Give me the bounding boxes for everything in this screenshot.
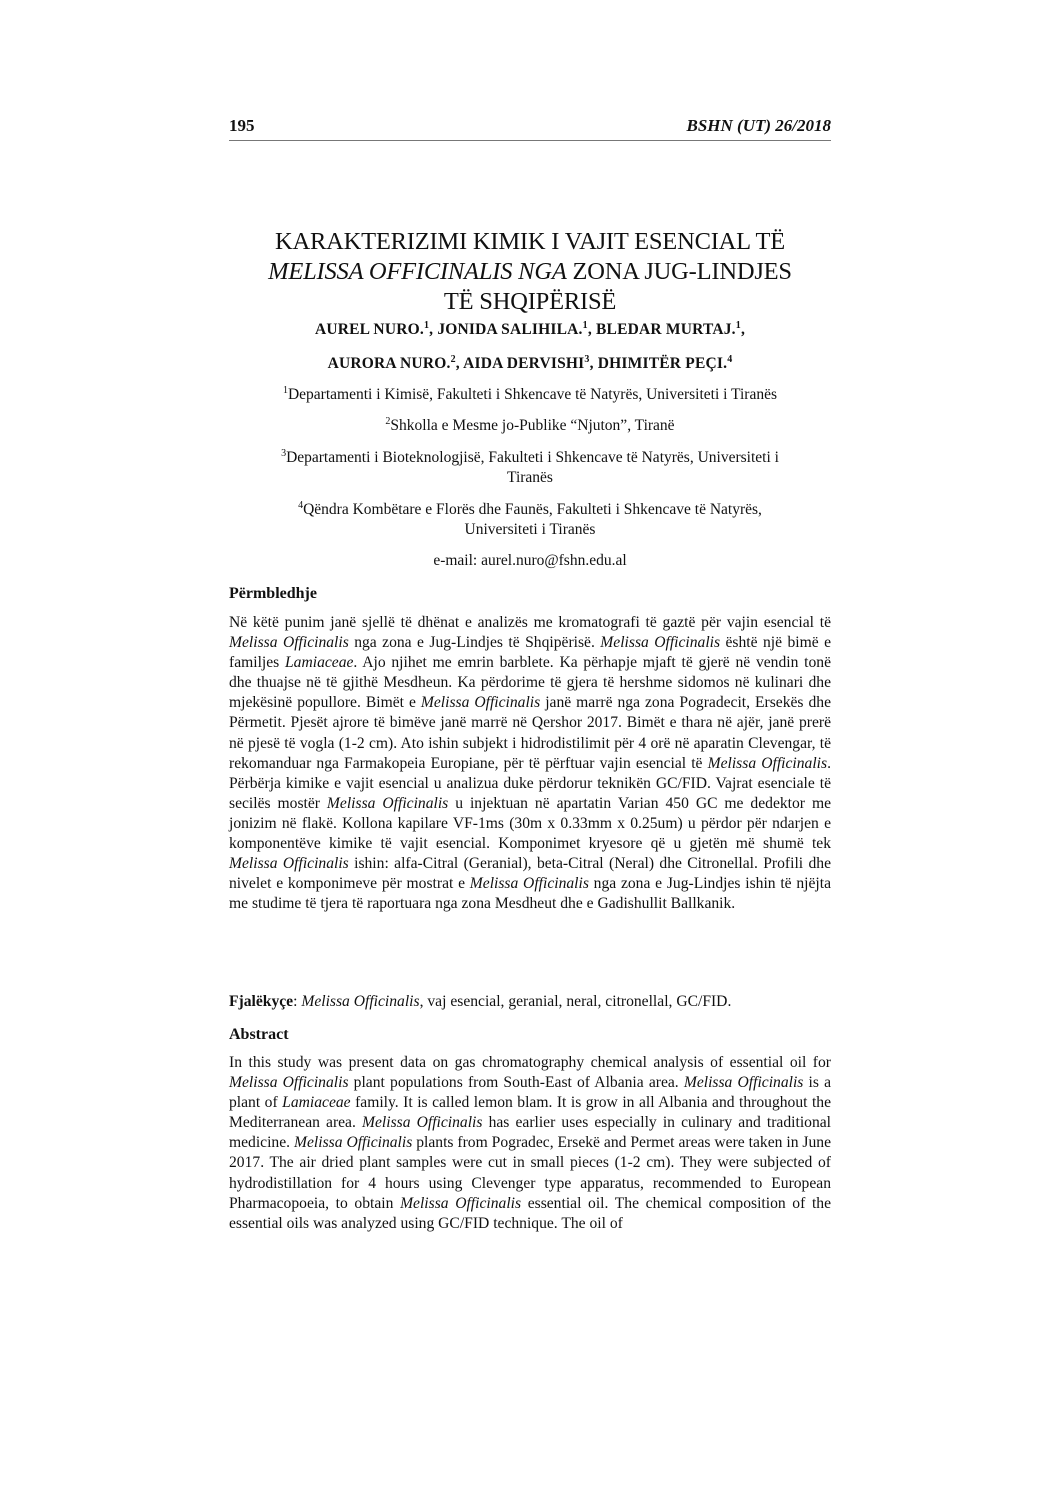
title-line-3: TË SHQIPËRISË: [443, 288, 617, 315]
abstract-text: [229, 1053, 831, 1234]
italic-term: Melissa Officinalis: [683, 1074, 804, 1092]
permbledhje-heading: Përmbledhje: [229, 585, 317, 602]
italic-term: Lamiaceae: [285, 654, 354, 672]
text-run: essential oil. The chemical composition of the essential oils was analyzed using GC/FID technique. The oil of: [229, 1194, 831, 1232]
text-run: plant populations from South-East of Albania area.: [348, 1074, 684, 1092]
keywords-label: Fjalëkyçe: [229, 993, 294, 1010]
affiliation-text: Tiranës: [507, 469, 553, 486]
italic-term: Lamiaceae: [282, 1094, 351, 1112]
text-run: . Ajo njihet me emrin barblete. Ka përhapje mjaft të gjerë në vendin tonë dhe thuajse në të gjithë Mesdheun. Ka përdorime të gjera të hershme sidomos në kulinari dhe mjekësinë popullore. Bimët e: [229, 654, 831, 712]
text-run: është një bimë e familjes: [229, 634, 831, 672]
author-email: e-mail: aurel.nuro@fshn.edu.al: [433, 552, 627, 569]
page-number: 195: [229, 116, 255, 135]
affiliation-mark: 4: [298, 499, 304, 511]
text-run: has earlier uses especially in culinary and traditional medicine.: [229, 1114, 831, 1152]
affiliation-text: Shkolla e Mesme jo-Publike “Njuton”, Tiranë: [390, 417, 675, 434]
author-line-2: [229, 354, 831, 374]
affiliation-mark: 3: [281, 447, 287, 459]
affiliation-3: [229, 448, 831, 488]
italic-term: Melissa Officinalis: [400, 1194, 522, 1212]
affiliation-text: Universiteti i Tiranës: [464, 521, 596, 538]
affiliation-4: [229, 500, 831, 540]
keywords-line: [229, 992, 831, 1012]
text-run: ishin: alfa-Citral (Geranial), beta-Citral (Neral) dhe Citronellal. Profili dhe nivelet e komponimeve për mostrat e: [229, 855, 831, 893]
author-separator: ,: [429, 321, 438, 338]
italic-term: Melissa Officinalis: [229, 634, 349, 652]
author-name: DHIMITËR PEÇI.: [597, 355, 728, 372]
text-run: nga zona e Jug-Lindjes të Shqipërisë.: [348, 634, 601, 652]
affiliation-mark: 1: [282, 384, 288, 396]
italic-term: Melissa Officinalis: [294, 1134, 413, 1152]
author-name: AUREL NURO.: [314, 321, 424, 338]
keywords-list: [293, 993, 731, 1010]
author-affiliation-mark: 1: [735, 319, 741, 331]
italic-term: Melissa Officinalis: [301, 993, 420, 1010]
author-affiliation-mark: 2: [450, 353, 456, 365]
author-affiliation-mark: 3: [584, 353, 590, 365]
author-separator: ,: [589, 355, 598, 372]
affiliation-1: [229, 385, 831, 405]
text-run: plants from Pogradec, Ersekë and Permet areas were taken in June 2017. The air dried plant samples were cut in small pieces (1-2 cm). They were subjected of hydrodistillation for 4 hours using Clevenger type apparatus, recommended to European Pharmacopoeia, to obtain: [229, 1134, 832, 1212]
text-run: , vaj esencial, geranial, neral, citronellal, GC/FID.: [419, 993, 732, 1010]
permbledhje-text: [229, 613, 831, 914]
title-line-1: KARAKTERIZIMI KIMIK I VAJIT ESENCIAL TË: [274, 228, 786, 255]
author-name: AIDA DERVISHI: [463, 355, 585, 372]
author-affiliation-mark: 1: [423, 319, 430, 331]
text-run: . Përbërja kimike e vajit esencial u analizua duke përdorur teknikën GC/FID. Vajrat esenciale të secilës mostër: [229, 754, 831, 812]
italic-term: Melissa Officinalis: [707, 754, 828, 772]
text-run: family. It is called lemon blam. It is grow in all Albania and throughout the Mediterranean area.: [229, 1094, 832, 1132]
author-name: JONIDA SALIHILA.: [437, 321, 583, 338]
author-name: BLEDAR MURTAJ.: [596, 321, 736, 338]
affiliation-mark: 2: [385, 415, 391, 427]
text-run: In this study was present data on gas chromatography chemical analysis of essential oil for: [229, 1054, 831, 1071]
abstract-heading: Abstract: [229, 1026, 289, 1043]
paper-title: [229, 227, 831, 317]
header-rule: [229, 140, 831, 141]
text-run: is a plant of: [229, 1074, 832, 1112]
affiliation-text: Departamenti i Bioteknologjisë, Fakulteti i Shkencave të Natyrës, Universiteti i: [286, 449, 779, 466]
italic-term: Melissa Officinalis: [362, 1114, 483, 1132]
journal-reference: BSHN (UT) 26/2018: [686, 116, 831, 135]
author-affiliation-mark: 4: [727, 353, 733, 365]
author-line-1: [229, 320, 831, 340]
running-header: [229, 116, 831, 138]
text-run: u injektuan në apartatin Varian 450 GC me dedektor me jonizim në flakë. Kollona kapilare VF-1ms (30m x 0.33mm x 0.25um) u përdor për ndarjen e komponentëve kimike të vajit esencial. Komponimet kryesore që u gjetën më shumë tek: [229, 794, 831, 853]
italic-term: Melissa Officinalis: [469, 875, 589, 893]
title-species-name: MELISSA OFFICINALIS NGA: [268, 258, 567, 285]
author-affiliation-mark: 1: [582, 319, 588, 331]
text-run: nga zona e Jug-Lindjes ishin të njëjta me studime të tjera të raportuara nga zona Mesdheut dhe e Gadishullit Ballkanik.: [229, 875, 831, 913]
affiliation-text: Departamenti i Kimisë, Fakulteti i Shkencave të Natyrës, Universiteti i Tiranës: [287, 386, 777, 403]
text-run: Në këtë punim janë sjellë të dhënat e analizës me kromatografi të gaztë për vajin esencial të: [229, 614, 831, 631]
italic-term: Melissa Officinalis: [229, 855, 349, 873]
italic-term: Melissa Officinalis: [420, 694, 541, 712]
italic-term: Melissa Officinalis: [229, 1074, 349, 1092]
title-line-2-rest: ZONA JUG-LINDJES: [566, 258, 792, 285]
italic-term: Melissa Officinalis: [326, 794, 449, 812]
italic-term: Melissa Officinalis: [600, 634, 721, 652]
text-run: janë marrë nga zona Pogradecit, Ersekës dhe Përmetit. Pjesët ajrore të bimëve janë marrë në Qershor 2017. Bimët e thara në ajër, janë prerë në pjesë të vogla (1-2 cm). Ato ishin subjekt i hidrodistilimit për 4 orë në aparatin Clevengar, të rekomanduar nga Farmakopeia Europiane, për të përftuar vajin esencial të: [229, 694, 832, 772]
author-name: AURORA NURO.: [327, 355, 451, 372]
text-run: :: [293, 993, 302, 1010]
author-separator: ,: [740, 321, 746, 338]
affiliation-text: Qëndra Kombëtare e Florës dhe Faunës, Fakulteti i Shkencave të Natyrës,: [303, 501, 762, 518]
affiliation-2: [229, 416, 831, 436]
author-separator: ,: [455, 355, 464, 372]
author-separator: ,: [587, 321, 596, 338]
